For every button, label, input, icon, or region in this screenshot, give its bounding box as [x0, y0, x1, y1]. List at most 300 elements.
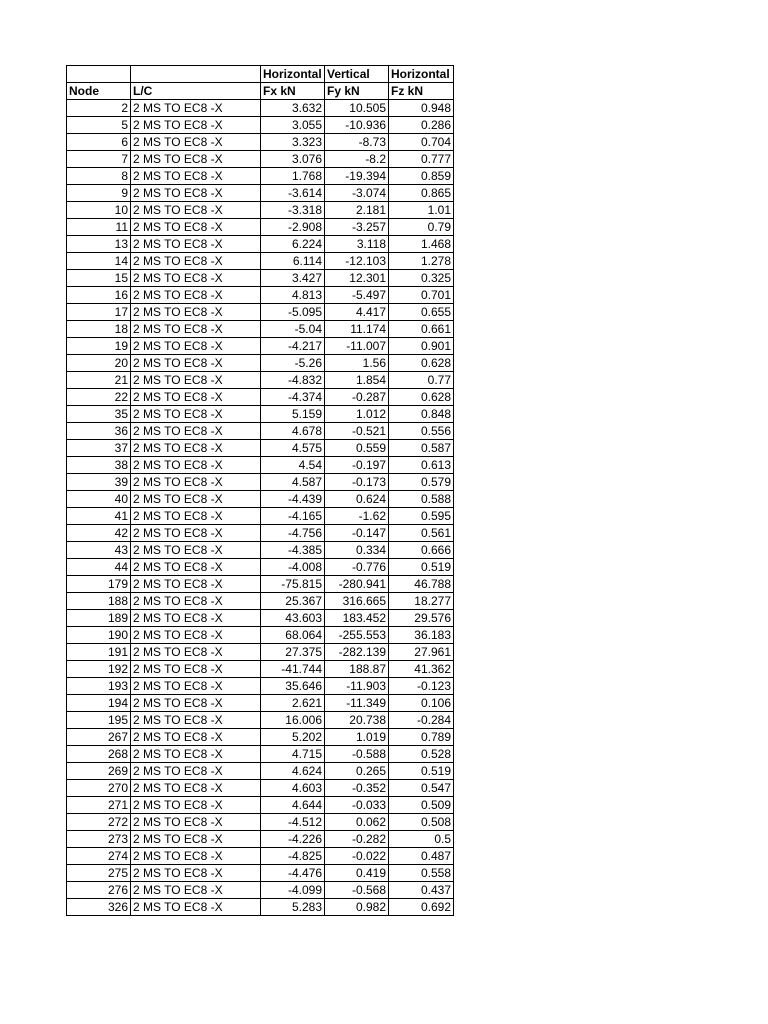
cell-fx: 5.159 [261, 406, 325, 423]
table-row [67, 814, 454, 831]
cell-fx: 4.644 [261, 797, 325, 814]
table-row [67, 899, 454, 916]
table-row [67, 389, 454, 406]
cell-fz: 0.628 [389, 389, 454, 406]
cell-node: 267 [67, 729, 131, 746]
cell-fy: -10.936 [325, 117, 389, 134]
cell-fy: -0.173 [325, 474, 389, 491]
table-row [67, 712, 454, 729]
cell-node: 8 [67, 168, 131, 185]
cell-node: 190 [67, 627, 131, 644]
cell-fz: 0.286 [389, 117, 454, 134]
table-row [67, 763, 454, 780]
cell-fz: -0.123 [389, 678, 454, 695]
cell-fx: -4.099 [261, 882, 325, 899]
cell-node: 19 [67, 338, 131, 355]
cell-fz: 0.528 [389, 746, 454, 763]
cell-fy: 0.419 [325, 865, 389, 882]
cell-fy: 10.505 [325, 100, 389, 117]
cell-node: 14 [67, 253, 131, 270]
cell-fy: -11.903 [325, 678, 389, 695]
cell-fz: 0.508 [389, 814, 454, 831]
cell-load-case: 2 MS TO EC8 -X [131, 372, 261, 389]
cell-load-case: 2 MS TO EC8 -X [131, 610, 261, 627]
cell-fx: 3.055 [261, 117, 325, 134]
cell-fx: 16.006 [261, 712, 325, 729]
cell-load-case: 2 MS TO EC8 -X [131, 134, 261, 151]
cell-fz: 0.666 [389, 542, 454, 559]
cell-load-case: 2 MS TO EC8 -X [131, 100, 261, 117]
cell-fy: -282.139 [325, 644, 389, 661]
table-row [67, 865, 454, 882]
cell-node: 11 [67, 219, 131, 236]
cell-fx: -4.374 [261, 389, 325, 406]
table-row [67, 134, 454, 151]
cell-node: 42 [67, 525, 131, 542]
cell-fy: -0.282 [325, 831, 389, 848]
cell-fz: 1.01 [389, 202, 454, 219]
cell-load-case: 2 MS TO EC8 -X [131, 389, 261, 406]
cell-fz: 0.692 [389, 899, 454, 916]
cell-fy: -3.074 [325, 185, 389, 202]
table-row [67, 559, 454, 576]
cell-fy: -0.352 [325, 780, 389, 797]
cell-fz: 27.961 [389, 644, 454, 661]
cell-node: 18 [67, 321, 131, 338]
cell-fx: -3.318 [261, 202, 325, 219]
cell-fz: 0.325 [389, 270, 454, 287]
cell-node: 194 [67, 695, 131, 712]
cell-load-case: 2 MS TO EC8 -X [131, 780, 261, 797]
table-row [67, 491, 454, 508]
cell-node: 268 [67, 746, 131, 763]
table-row [67, 270, 454, 287]
cell-fz: 0.848 [389, 406, 454, 423]
header-cell-fz: Fz kN [389, 83, 454, 100]
cell-node: 13 [67, 236, 131, 253]
cell-fx: -4.825 [261, 848, 325, 865]
cell-fy: 1.854 [325, 372, 389, 389]
header-cell-lc-blank [131, 66, 261, 83]
cell-fx: -41.744 [261, 661, 325, 678]
cell-fz: 36.183 [389, 627, 454, 644]
cell-load-case: 2 MS TO EC8 -X [131, 712, 261, 729]
cell-load-case: 2 MS TO EC8 -X [131, 797, 261, 814]
cell-fx: 5.202 [261, 729, 325, 746]
table-row [67, 440, 454, 457]
cell-fz: 0.519 [389, 763, 454, 780]
header-cell-fx: Fx kN [261, 83, 325, 100]
cell-fx: -4.008 [261, 559, 325, 576]
cell-fx: 4.624 [261, 763, 325, 780]
cell-load-case: 2 MS TO EC8 -X [131, 576, 261, 593]
cell-fz: 0.547 [389, 780, 454, 797]
cell-load-case: 2 MS TO EC8 -X [131, 474, 261, 491]
table-row [67, 100, 454, 117]
cell-fz: 0.789 [389, 729, 454, 746]
cell-load-case: 2 MS TO EC8 -X [131, 202, 261, 219]
cell-fx: -4.476 [261, 865, 325, 882]
cell-fz: 0.859 [389, 168, 454, 185]
cell-fz: 0.704 [389, 134, 454, 151]
cell-fy: -0.287 [325, 389, 389, 406]
table-row [67, 729, 454, 746]
cell-fx: 27.375 [261, 644, 325, 661]
table-row [67, 627, 454, 644]
cell-fz: 0.77 [389, 372, 454, 389]
table-row [67, 797, 454, 814]
cell-fy: 1.012 [325, 406, 389, 423]
table-row [67, 661, 454, 678]
cell-load-case: 2 MS TO EC8 -X [131, 185, 261, 202]
table-row [67, 593, 454, 610]
table-row [67, 882, 454, 899]
cell-fx: 3.632 [261, 100, 325, 117]
cell-node: 271 [67, 797, 131, 814]
cell-node: 43 [67, 542, 131, 559]
cell-fx: -4.832 [261, 372, 325, 389]
cell-fy: 0.062 [325, 814, 389, 831]
cell-fx: -75.815 [261, 576, 325, 593]
cell-node: 189 [67, 610, 131, 627]
cell-fx: -5.04 [261, 321, 325, 338]
cell-node: 193 [67, 678, 131, 695]
cell-load-case: 2 MS TO EC8 -X [131, 168, 261, 185]
cell-fz: 29.576 [389, 610, 454, 627]
cell-fy: -11.007 [325, 338, 389, 355]
cell-node: 17 [67, 304, 131, 321]
cell-node: 188 [67, 593, 131, 610]
cell-fy: 0.559 [325, 440, 389, 457]
cell-node: 9 [67, 185, 131, 202]
header-cell-fy-direction: Vertical [325, 66, 389, 83]
table-row [67, 423, 454, 440]
cell-node: 179 [67, 576, 131, 593]
cell-fy: 0.265 [325, 763, 389, 780]
cell-fx: -5.26 [261, 355, 325, 372]
table-row [67, 202, 454, 219]
cell-node: 10 [67, 202, 131, 219]
cell-fy: -0.776 [325, 559, 389, 576]
cell-fy: -0.568 [325, 882, 389, 899]
cell-fz: 0.901 [389, 338, 454, 355]
cell-load-case: 2 MS TO EC8 -X [131, 270, 261, 287]
cell-fz: 0.106 [389, 695, 454, 712]
cell-load-case: 2 MS TO EC8 -X [131, 729, 261, 746]
header-cell-fy: Fy kN [325, 83, 389, 100]
cell-load-case: 2 MS TO EC8 -X [131, 457, 261, 474]
cell-load-case: 2 MS TO EC8 -X [131, 542, 261, 559]
cell-fx: 6.224 [261, 236, 325, 253]
cell-node: 195 [67, 712, 131, 729]
table-row [67, 236, 454, 253]
table-row [67, 117, 454, 134]
cell-fx: 4.813 [261, 287, 325, 304]
cell-fy: 0.334 [325, 542, 389, 559]
cell-fx: -4.385 [261, 542, 325, 559]
cell-load-case: 2 MS TO EC8 -X [131, 338, 261, 355]
cell-load-case: 2 MS TO EC8 -X [131, 508, 261, 525]
header-row-direction [67, 66, 454, 83]
cell-load-case: 2 MS TO EC8 -X [131, 440, 261, 457]
cell-fy: -0.588 [325, 746, 389, 763]
table-row [67, 338, 454, 355]
cell-load-case: 2 MS TO EC8 -X [131, 882, 261, 899]
cell-fz: 0.579 [389, 474, 454, 491]
header-cell-fz-direction: Horizontal [389, 66, 454, 83]
cell-fz: 0.561 [389, 525, 454, 542]
table-row [67, 168, 454, 185]
cell-load-case: 2 MS TO EC8 -X [131, 423, 261, 440]
cell-fx: 4.603 [261, 780, 325, 797]
cell-load-case: 2 MS TO EC8 -X [131, 695, 261, 712]
cell-load-case: 2 MS TO EC8 -X [131, 814, 261, 831]
cell-fy: 20.738 [325, 712, 389, 729]
cell-fz: 0.701 [389, 287, 454, 304]
cell-fz: -0.284 [389, 712, 454, 729]
cell-node: 21 [67, 372, 131, 389]
cell-load-case: 2 MS TO EC8 -X [131, 287, 261, 304]
cell-load-case: 2 MS TO EC8 -X [131, 117, 261, 134]
cell-fx: -3.614 [261, 185, 325, 202]
cell-fy: -5.497 [325, 287, 389, 304]
cell-fz: 46.788 [389, 576, 454, 593]
cell-fy: 1.019 [325, 729, 389, 746]
cell-fz: 0.613 [389, 457, 454, 474]
cell-node: 326 [67, 899, 131, 916]
cell-node: 5 [67, 117, 131, 134]
cell-fx: 3.076 [261, 151, 325, 168]
cell-node: 2 [67, 100, 131, 117]
header-cell-node-blank [67, 66, 131, 83]
cell-node: 192 [67, 661, 131, 678]
cell-fy: -11.349 [325, 695, 389, 712]
cell-fx: -4.512 [261, 814, 325, 831]
cell-load-case: 2 MS TO EC8 -X [131, 627, 261, 644]
cell-node: 41 [67, 508, 131, 525]
cell-fy: -19.394 [325, 168, 389, 185]
cell-load-case: 2 MS TO EC8 -X [131, 644, 261, 661]
cell-node: 269 [67, 763, 131, 780]
table-row [67, 457, 454, 474]
cell-fx: 43.603 [261, 610, 325, 627]
cell-fz: 41.362 [389, 661, 454, 678]
cell-fz: 0.628 [389, 355, 454, 372]
cell-load-case: 2 MS TO EC8 -X [131, 763, 261, 780]
cell-node: 38 [67, 457, 131, 474]
cell-fx: -4.165 [261, 508, 325, 525]
table-row [67, 644, 454, 661]
table-row [67, 219, 454, 236]
cell-node: 274 [67, 848, 131, 865]
table-row [67, 695, 454, 712]
cell-fz: 0.519 [389, 559, 454, 576]
cell-fy: 1.56 [325, 355, 389, 372]
cell-fz: 0.79 [389, 219, 454, 236]
cell-fz: 0.509 [389, 797, 454, 814]
cell-fy: 4.417 [325, 304, 389, 321]
header-cell-fx-direction: Horizontal [261, 66, 325, 83]
cell-fy: 11.174 [325, 321, 389, 338]
table-row [67, 355, 454, 372]
table-row [67, 746, 454, 763]
cell-load-case: 2 MS TO EC8 -X [131, 355, 261, 372]
cell-load-case: 2 MS TO EC8 -X [131, 865, 261, 882]
table-row [67, 287, 454, 304]
cell-fy: -0.521 [325, 423, 389, 440]
table-row [67, 474, 454, 491]
cell-fy: 3.118 [325, 236, 389, 253]
cell-fz: 0.437 [389, 882, 454, 899]
cell-node: 15 [67, 270, 131, 287]
cell-node: 6 [67, 134, 131, 151]
cell-load-case: 2 MS TO EC8 -X [131, 304, 261, 321]
cell-load-case: 2 MS TO EC8 -X [131, 219, 261, 236]
cell-fz: 0.487 [389, 848, 454, 865]
cell-fy: -0.033 [325, 797, 389, 814]
cell-node: 272 [67, 814, 131, 831]
cell-fy: -8.73 [325, 134, 389, 151]
table-row [67, 542, 454, 559]
table-row [67, 525, 454, 542]
cell-fx: 1.768 [261, 168, 325, 185]
table-row [67, 508, 454, 525]
cell-fz: 0.587 [389, 440, 454, 457]
cell-fx: 25.367 [261, 593, 325, 610]
cell-node: 16 [67, 287, 131, 304]
cell-fy: 183.452 [325, 610, 389, 627]
cell-fx: -5.095 [261, 304, 325, 321]
cell-fz: 18.277 [389, 593, 454, 610]
cell-fx: -4.439 [261, 491, 325, 508]
cell-node: 270 [67, 780, 131, 797]
cell-fz: 0.556 [389, 423, 454, 440]
cell-fz: 0.558 [389, 865, 454, 882]
cell-fy: -0.022 [325, 848, 389, 865]
cell-fy: -12.103 [325, 253, 389, 270]
cell-fy: 316.665 [325, 593, 389, 610]
table-row [67, 610, 454, 627]
cell-fx: 5.283 [261, 899, 325, 916]
cell-node: 276 [67, 882, 131, 899]
cell-fx: 4.715 [261, 746, 325, 763]
cell-load-case: 2 MS TO EC8 -X [131, 525, 261, 542]
table-row [67, 151, 454, 168]
cell-fx: 4.678 [261, 423, 325, 440]
cell-node: 39 [67, 474, 131, 491]
cell-load-case: 2 MS TO EC8 -X [131, 661, 261, 678]
header-cell-lc: L/C [131, 83, 261, 100]
cell-node: 36 [67, 423, 131, 440]
cell-fy: 188.87 [325, 661, 389, 678]
cell-fx: -4.226 [261, 831, 325, 848]
cell-fy: -255.553 [325, 627, 389, 644]
cell-fz: 0.865 [389, 185, 454, 202]
cell-fx: 4.587 [261, 474, 325, 491]
table-row [67, 848, 454, 865]
cell-load-case: 2 MS TO EC8 -X [131, 151, 261, 168]
table-row [67, 372, 454, 389]
cell-load-case: 2 MS TO EC8 -X [131, 678, 261, 695]
cell-fx: -2.908 [261, 219, 325, 236]
cell-load-case: 2 MS TO EC8 -X [131, 236, 261, 253]
cell-fz: 0.5 [389, 831, 454, 848]
cell-node: 20 [67, 355, 131, 372]
cell-fz: 0.948 [389, 100, 454, 117]
cell-fx: 4.54 [261, 457, 325, 474]
cell-fz: 0.777 [389, 151, 454, 168]
table-row [67, 406, 454, 423]
cell-load-case: 2 MS TO EC8 -X [131, 848, 261, 865]
table-row [67, 253, 454, 270]
cell-load-case: 2 MS TO EC8 -X [131, 746, 261, 763]
cell-load-case: 2 MS TO EC8 -X [131, 593, 261, 610]
cell-fx: 3.323 [261, 134, 325, 151]
table-row [67, 321, 454, 338]
cell-load-case: 2 MS TO EC8 -X [131, 831, 261, 848]
cell-node: 191 [67, 644, 131, 661]
header-cell-node: Node [67, 83, 131, 100]
table-row [67, 780, 454, 797]
cell-fx: 6.114 [261, 253, 325, 270]
cell-node: 35 [67, 406, 131, 423]
cell-fx: 4.575 [261, 440, 325, 457]
cell-load-case: 2 MS TO EC8 -X [131, 559, 261, 576]
cell-node: 40 [67, 491, 131, 508]
cell-load-case: 2 MS TO EC8 -X [131, 899, 261, 916]
cell-fy: 0.624 [325, 491, 389, 508]
cell-fy: -0.197 [325, 457, 389, 474]
table-row [67, 304, 454, 321]
cell-fy: 0.982 [325, 899, 389, 916]
cell-node: 273 [67, 831, 131, 848]
cell-fy: -0.147 [325, 525, 389, 542]
table-row [67, 678, 454, 695]
table-row [67, 831, 454, 848]
header-row-columns [67, 83, 454, 100]
table-row [67, 576, 454, 593]
cell-fx: 2.621 [261, 695, 325, 712]
cell-node: 7 [67, 151, 131, 168]
cell-fy: -8.2 [325, 151, 389, 168]
cell-fz: 1.278 [389, 253, 454, 270]
cell-fx: 35.646 [261, 678, 325, 695]
cell-fy: -3.257 [325, 219, 389, 236]
cell-node: 22 [67, 389, 131, 406]
cell-fy: -1.62 [325, 508, 389, 525]
cell-load-case: 2 MS TO EC8 -X [131, 491, 261, 508]
cell-fx: -4.756 [261, 525, 325, 542]
cell-fy: 12.301 [325, 270, 389, 287]
cell-fy: 2.181 [325, 202, 389, 219]
results-table [66, 65, 454, 916]
cell-fx: 3.427 [261, 270, 325, 287]
cell-load-case: 2 MS TO EC8 -X [131, 253, 261, 270]
cell-fz: 0.655 [389, 304, 454, 321]
cell-fz: 0.661 [389, 321, 454, 338]
cell-node: 37 [67, 440, 131, 457]
cell-node: 44 [67, 559, 131, 576]
cell-fx: 68.064 [261, 627, 325, 644]
table-row [67, 185, 454, 202]
cell-load-case: 2 MS TO EC8 -X [131, 406, 261, 423]
cell-fz: 0.595 [389, 508, 454, 525]
cell-fy: -280.941 [325, 576, 389, 593]
cell-fz: 1.468 [389, 236, 454, 253]
cell-fz: 0.588 [389, 491, 454, 508]
cell-fx: -4.217 [261, 338, 325, 355]
cell-load-case: 2 MS TO EC8 -X [131, 321, 261, 338]
